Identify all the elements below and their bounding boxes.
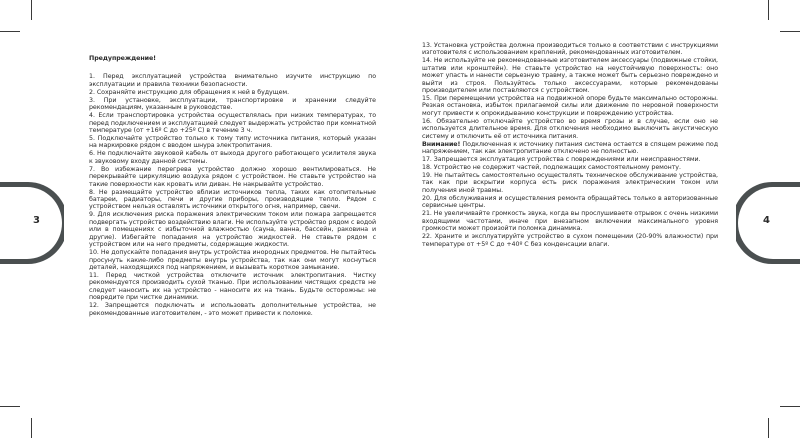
page-number: 4 xyxy=(763,215,770,226)
instruction-paragraph: 21. Не увеличивайте громкость звука, когда вы прослушиваете отрывок с очень низкими входящими частотами, иначе при внезапном включении максимального уровня громкости может произойти поломка динамика. xyxy=(422,210,718,233)
right-paragraph-list-before xyxy=(422,42,718,140)
right-page xyxy=(400,0,800,438)
instruction-paragraph: 6. Не подключайте звуковой кабель от выхода другого работающего усилителя звука к звуковому входу данной системы. xyxy=(89,150,376,165)
page-number: 3 xyxy=(33,215,40,226)
instruction-paragraph: 17. Запрещается эксплуатация устройства с повреждениями или неисправностями. xyxy=(422,156,701,164)
instruction-paragraph: 2. Сохраняйте инструкцию для обращения к ней в будущем. xyxy=(89,88,290,96)
instruction-paragraph: 5. Подключайте устройство только к тому типу источника питания, который указан на маркировке рядом с вводом шнура электропитания. xyxy=(89,135,376,150)
instruction-paragraph: 16. Обязательно отключайте устройство во время грозы и в случае, если оно не используется длительное время. Для отключения необходимо выключить акустическую систему и отключить её от источника питания. xyxy=(422,117,718,140)
instruction-paragraph: 19. Не пытайтесь самостоятельно осуществлять техническое обслуживание устройства, так как при вскрытии корпуса есть риск поражения электрическим током или получения иной травмы. xyxy=(422,172,718,194)
instruction-paragraph: 9. Для исключения риска поражения электрическим током или пожара запрещается подвергать устройство воздействию влаги. Не используйте устройство рядом с водой или в помещениях с избыточной влажностью (сауна, ванна, бассейн, раковина и другие). Избегайте попадания на устройство жидкостей. Не ставьте рядом с устройством или на него предметы, содержащие жидкости. xyxy=(89,211,376,249)
right-text-column xyxy=(422,42,718,249)
instruction-paragraph: 12. Запрещается подключать и использовать дополнительные устройства, не рекомендованные изготовителем, - это может привести к поломке. xyxy=(89,302,376,317)
instruction-paragraph: 13. Установка устройства должна производиться только в соответствии с инструкциями изготовителя с использованием креплений, рекомендованных изготовителем. xyxy=(422,42,718,57)
right-paragraph-list-after xyxy=(422,156,718,248)
instruction-paragraph: 11. Перед чисткой устройства отключите источник электропитания. Чистку рекомендуется производить сухой тканью. При использовании чистящих средств не следует наносить их на устройство - наносите их на ткань. Будьте осторожны: не повредите при чистке динамики. xyxy=(89,271,376,302)
instruction-paragraph: 18. Устройство не содержит частей, подлежащих самостоятельному ремонту. xyxy=(422,164,681,172)
instruction-paragraph: 1. Перед эксплуатацией устройства внимательно изучите инструкцию по эксплуатации и правила техники безопасности. xyxy=(89,73,376,88)
left-text-column xyxy=(89,44,376,318)
instruction-paragraph: 7. Во избежание перегрева устройство должно хорошо вентилироваться. Не перекрывайте циркуляцию воздуха рядом с устройством. Не ставьте устройство на такие поверхности как кровать или диван. Не накрывайте устройство. xyxy=(89,165,376,188)
instruction-paragraph: 15. При перемещении устройства на подвижной опоре будьте максимально осторожны. Резкая остановка, избыток прилагаемой силы или движение по неровной поверхности могут привести к опрокидыванию конструкции и повреждению устройства. xyxy=(422,95,718,117)
instruction-paragraph: 3. При установке, эксплуатации, транспортировке и хранении следуйте рекомендациям, указанным в руководстве. xyxy=(89,96,376,112)
attention-text: Подключенная к источнику питания система остается в спящем режиме под напряжением, так как электропитание отключено не полностью. xyxy=(422,140,718,156)
warning-heading: Предупреждение! xyxy=(89,55,156,62)
attention-note xyxy=(422,141,718,156)
instruction-paragraph: 10. Не допускайте попадания внутрь устройства инородных предметов. Не пытайтесь просунуть какие-либо предметы внутрь устройства, так как они могут коснуться деталей, находящихся под напряжением, и вызывать короткое замыкание. xyxy=(89,249,376,271)
page-tab-left xyxy=(0,182,64,264)
left-paragraph-list xyxy=(89,73,376,317)
attention-label: Внимание! xyxy=(422,140,461,148)
instruction-paragraph: 8. Не размещайте устройство вблизи источников тепла, таких как отопительные батареи, радиаторы, печи и другие приборы, производящие тепло. Рядом с устройством нельзя оставлять источники открытого огня, например, свечи. xyxy=(89,188,376,211)
instruction-paragraph: 14. Не используйте не рекомендованные изготовителем аксессуары (подвижные стойки, штатив или кронштейн). Не ставьте устройство на неустойчивую поверхность: оно может упасть и нанести серьезную травму, а также может быть серьезно повреждено и выйти из строя. Пользуйтесь только аксессуарами, которые рекомендованы производителем или поставляются с устройством. xyxy=(422,57,718,95)
instruction-paragraph: 22. Храните и эксплуатируйте устройство в сухом помещении (20-90% влажности) при температуре от +5º С до +40º С без конденсации влаги. xyxy=(422,233,718,248)
instruction-paragraph: 20. Для обслуживания и осуществления ремонта обращайтесь только в авторизованные сервисные центры. xyxy=(422,194,718,210)
instruction-paragraph: 4. Если транспортировка устройства осуществлялась при низких температурах, то перед подключением и эксплуатацией следует выдержать устройство при комнатной температуре (от +16º С до +25º С) в течение 3 ч. xyxy=(89,112,376,135)
